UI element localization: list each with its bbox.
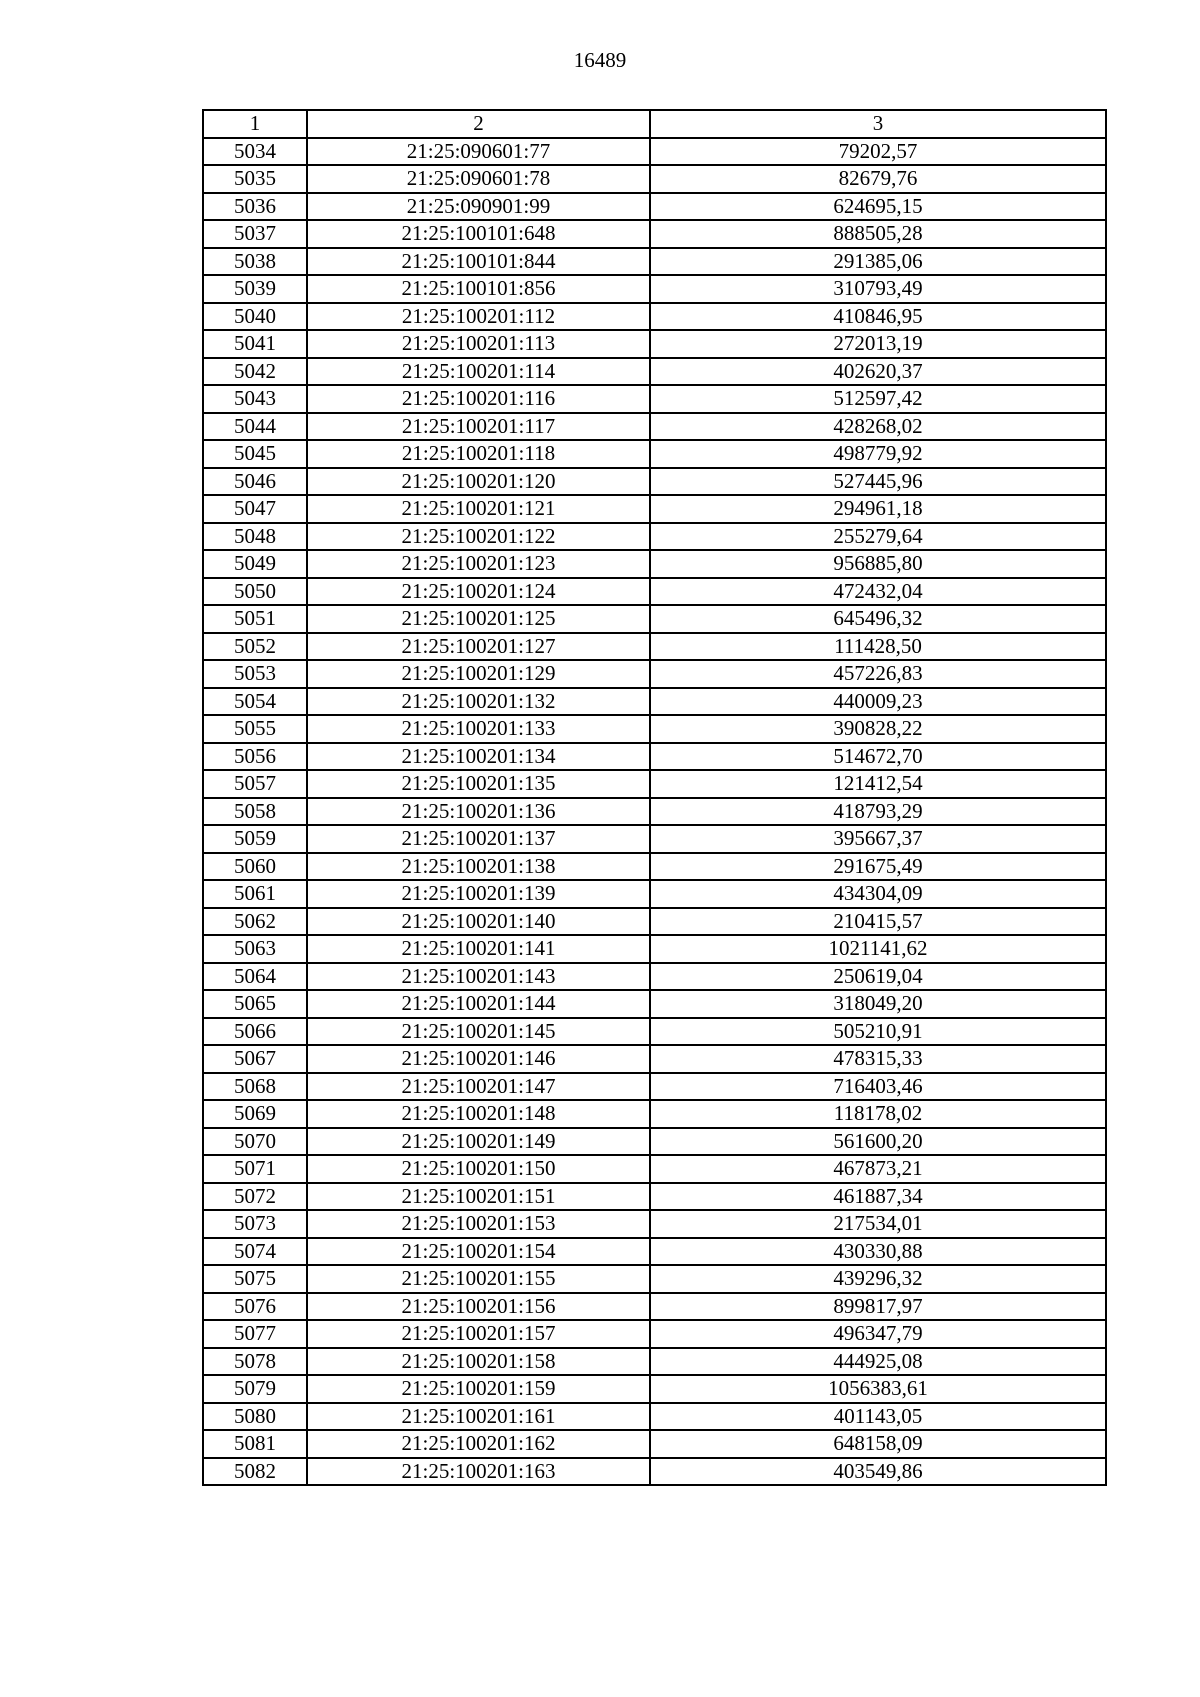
cadastral-number-cell: 21:25:100201:162 (307, 1430, 650, 1458)
table-row (203, 908, 1106, 936)
cadastral-number-cell: 21:25:100201:139 (307, 880, 650, 908)
value-cell: 624695,15 (650, 193, 1106, 221)
value-cell: 291675,49 (650, 853, 1106, 881)
table-row (203, 1293, 1106, 1321)
value-cell: 118178,02 (650, 1100, 1106, 1128)
cadastral-number-cell: 21:25:100201:122 (307, 523, 650, 551)
row-number-cell: 5054 (203, 688, 307, 716)
cadastral-number-cell: 21:25:100201:163 (307, 1458, 650, 1486)
row-number-cell: 5066 (203, 1018, 307, 1046)
row-number-cell: 5057 (203, 770, 307, 798)
table-row (203, 193, 1106, 221)
value-cell: 318049,20 (650, 990, 1106, 1018)
value-cell: 512597,42 (650, 385, 1106, 413)
table-row (203, 1348, 1106, 1376)
cadastral-number-cell: 21:25:100201:146 (307, 1045, 650, 1073)
value-cell: 648158,09 (650, 1430, 1106, 1458)
table-row (203, 1320, 1106, 1348)
value-cell: 1056383,61 (650, 1375, 1106, 1403)
value-cell: 467873,21 (650, 1155, 1106, 1183)
cadastral-number-cell: 21:25:100201:145 (307, 1018, 650, 1046)
value-cell: 472432,04 (650, 578, 1106, 606)
value-cell: 1021141,62 (650, 935, 1106, 963)
cadastral-number-cell: 21:25:100201:159 (307, 1375, 650, 1403)
table-row (203, 715, 1106, 743)
value-cell: 444925,08 (650, 1348, 1106, 1376)
table-row (203, 413, 1106, 441)
value-cell: 496347,79 (650, 1320, 1106, 1348)
row-number-cell: 5052 (203, 633, 307, 661)
value-cell: 457226,83 (650, 660, 1106, 688)
row-number-cell: 5035 (203, 165, 307, 193)
value-cell: 403549,86 (650, 1458, 1106, 1486)
table-row (203, 1375, 1106, 1403)
column-header-2: 2 (307, 110, 650, 138)
cadastral-number-cell: 21:25:100101:844 (307, 248, 650, 276)
value-cell: 410846,95 (650, 303, 1106, 331)
row-number-cell: 5056 (203, 743, 307, 771)
row-number-cell: 5073 (203, 1210, 307, 1238)
table-row (203, 468, 1106, 496)
cadastral-number-cell: 21:25:100201:136 (307, 798, 650, 826)
row-number-cell: 5039 (203, 275, 307, 303)
row-number-cell: 5045 (203, 440, 307, 468)
value-cell: 716403,46 (650, 1073, 1106, 1101)
row-number-cell: 5034 (203, 138, 307, 166)
cadastral-number-cell: 21:25:100201:157 (307, 1320, 650, 1348)
row-number-cell: 5043 (203, 385, 307, 413)
cadastral-number-cell: 21:25:100201:151 (307, 1183, 650, 1211)
table-row (203, 660, 1106, 688)
table-row (203, 825, 1106, 853)
table-row (203, 385, 1106, 413)
cadastral-number-cell: 21:25:100201:138 (307, 853, 650, 881)
cadastral-number-cell: 21:25:100201:140 (307, 908, 650, 936)
page-number: 16489 (573, 48, 627, 72)
table-row (203, 1018, 1106, 1046)
cadastral-number-cell: 21:25:090901:99 (307, 193, 650, 221)
table-row (203, 358, 1106, 386)
row-number-cell: 5040 (203, 303, 307, 331)
table-row (203, 688, 1106, 716)
row-number-cell: 5042 (203, 358, 307, 386)
row-number-cell: 5069 (203, 1100, 307, 1128)
row-number-cell: 5067 (203, 1045, 307, 1073)
row-number-cell: 5072 (203, 1183, 307, 1211)
value-cell: 899817,97 (650, 1293, 1106, 1321)
row-number-cell: 5053 (203, 660, 307, 688)
table-row (203, 1155, 1106, 1183)
cadastral-number-cell: 21:25:100201:112 (307, 303, 650, 331)
table-row (203, 1210, 1106, 1238)
data-table (202, 109, 1107, 1486)
cadastral-number-cell: 21:25:100201:121 (307, 495, 650, 523)
cadastral-number-cell: 21:25:100201:161 (307, 1403, 650, 1431)
row-number-cell: 5081 (203, 1430, 307, 1458)
table-row (203, 1183, 1106, 1211)
value-cell: 645496,32 (650, 605, 1106, 633)
row-number-cell: 5036 (203, 193, 307, 221)
cadastral-number-cell: 21:25:100201:137 (307, 825, 650, 853)
table-row (203, 1265, 1106, 1293)
table-row (203, 633, 1106, 661)
table-body (203, 138, 1106, 1486)
cadastral-number-cell: 21:25:100201:118 (307, 440, 650, 468)
cadastral-number-cell: 21:25:100201:125 (307, 605, 650, 633)
cadastral-number-cell: 21:25:090601:77 (307, 138, 650, 166)
row-number-cell: 5047 (203, 495, 307, 523)
value-cell: 418793,29 (650, 798, 1106, 826)
value-cell: 527445,96 (650, 468, 1106, 496)
row-number-cell: 5082 (203, 1458, 307, 1486)
row-number-cell: 5063 (203, 935, 307, 963)
value-cell: 498779,92 (650, 440, 1106, 468)
cadastral-number-cell: 21:25:100201:132 (307, 688, 650, 716)
table-row (203, 743, 1106, 771)
value-cell: 291385,06 (650, 248, 1106, 276)
row-number-cell: 5059 (203, 825, 307, 853)
row-number-cell: 5079 (203, 1375, 307, 1403)
value-cell: 395667,37 (650, 825, 1106, 853)
row-number-cell: 5075 (203, 1265, 307, 1293)
value-cell: 461887,34 (650, 1183, 1106, 1211)
cadastral-number-cell: 21:25:100201:135 (307, 770, 650, 798)
row-number-cell: 5076 (203, 1293, 307, 1321)
row-number-cell: 5055 (203, 715, 307, 743)
value-cell: 390828,22 (650, 715, 1106, 743)
table-row (203, 605, 1106, 633)
table-row (203, 1458, 1106, 1486)
cadastral-number-cell: 21:25:100201:148 (307, 1100, 650, 1128)
cadastral-number-cell: 21:25:100201:113 (307, 330, 650, 358)
value-cell: 956885,80 (650, 550, 1106, 578)
cadastral-number-cell: 21:25:100201:129 (307, 660, 650, 688)
table-row (203, 165, 1106, 193)
value-cell: 82679,76 (650, 165, 1106, 193)
table-row (203, 495, 1106, 523)
value-cell: 428268,02 (650, 413, 1106, 441)
column-header-3: 3 (650, 110, 1106, 138)
cadastral-number-cell: 21:25:100201:149 (307, 1128, 650, 1156)
value-cell: 434304,09 (650, 880, 1106, 908)
value-cell: 217534,01 (650, 1210, 1106, 1238)
cadastral-number-cell: 21:25:100201:143 (307, 963, 650, 991)
value-cell: 310793,49 (650, 275, 1106, 303)
table-row (203, 138, 1106, 166)
table-row (203, 853, 1106, 881)
table-row (203, 1403, 1106, 1431)
value-cell: 439296,32 (650, 1265, 1106, 1293)
row-number-cell: 5080 (203, 1403, 307, 1431)
row-number-cell: 5050 (203, 578, 307, 606)
cadastral-number-cell: 21:25:090601:78 (307, 165, 650, 193)
row-number-cell: 5049 (203, 550, 307, 578)
value-cell: 430330,88 (650, 1238, 1106, 1266)
row-number-cell: 5061 (203, 880, 307, 908)
cadastral-number-cell: 21:25:100101:648 (307, 220, 650, 248)
table-row (203, 440, 1106, 468)
cadastral-number-cell: 21:25:100201:127 (307, 633, 650, 661)
cadastral-number-cell: 21:25:100101:856 (307, 275, 650, 303)
row-number-cell: 5064 (203, 963, 307, 991)
value-cell: 250619,04 (650, 963, 1106, 991)
value-cell: 561600,20 (650, 1128, 1106, 1156)
row-number-cell: 5041 (203, 330, 307, 358)
value-cell: 440009,23 (650, 688, 1106, 716)
column-header-1: 1 (203, 110, 307, 138)
cadastral-number-cell: 21:25:100201:147 (307, 1073, 650, 1101)
cadastral-number-cell: 21:25:100201:120 (307, 468, 650, 496)
cadastral-number-cell: 21:25:100201:123 (307, 550, 650, 578)
table-row (203, 248, 1106, 276)
value-cell: 255279,64 (650, 523, 1106, 551)
row-number-cell: 5070 (203, 1128, 307, 1156)
row-number-cell: 5044 (203, 413, 307, 441)
cadastral-number-cell: 21:25:100201:158 (307, 1348, 650, 1376)
table-row (203, 1045, 1106, 1073)
cadastral-number-cell: 21:25:100201:153 (307, 1210, 650, 1238)
cadastral-number-cell: 21:25:100201:150 (307, 1155, 650, 1183)
cadastral-number-cell: 21:25:100201:117 (307, 413, 650, 441)
table-row (203, 1238, 1106, 1266)
value-cell: 505210,91 (650, 1018, 1106, 1046)
table-row (203, 275, 1106, 303)
row-number-cell: 5060 (203, 853, 307, 881)
row-number-cell: 5068 (203, 1073, 307, 1101)
table-row (203, 303, 1106, 331)
table-row (203, 550, 1106, 578)
value-cell: 272013,19 (650, 330, 1106, 358)
table-row (203, 1073, 1106, 1101)
cadastral-number-cell: 21:25:100201:134 (307, 743, 650, 771)
cadastral-number-cell: 21:25:100201:124 (307, 578, 650, 606)
table-row (203, 1100, 1106, 1128)
value-cell: 79202,57 (650, 138, 1106, 166)
table-row (203, 880, 1106, 908)
cadastral-number-cell: 21:25:100201:116 (307, 385, 650, 413)
table-row (203, 963, 1106, 991)
value-cell: 294961,18 (650, 495, 1106, 523)
row-number-cell: 5038 (203, 248, 307, 276)
table-row (203, 220, 1106, 248)
value-cell: 402620,37 (650, 358, 1106, 386)
row-number-cell: 5062 (203, 908, 307, 936)
table-header-row (203, 110, 1106, 138)
row-number-cell: 5058 (203, 798, 307, 826)
table-row (203, 330, 1106, 358)
value-cell: 514672,70 (650, 743, 1106, 771)
table-row (203, 1430, 1106, 1458)
table-row (203, 990, 1106, 1018)
cadastral-number-cell: 21:25:100201:141 (307, 935, 650, 963)
value-cell: 888505,28 (650, 220, 1106, 248)
row-number-cell: 5051 (203, 605, 307, 633)
row-number-cell: 5077 (203, 1320, 307, 1348)
cadastral-number-cell: 21:25:100201:154 (307, 1238, 650, 1266)
row-number-cell: 5071 (203, 1155, 307, 1183)
row-number-cell: 5037 (203, 220, 307, 248)
cadastral-number-cell: 21:25:100201:144 (307, 990, 650, 1018)
row-number-cell: 5065 (203, 990, 307, 1018)
table-row (203, 798, 1106, 826)
table-row (203, 1128, 1106, 1156)
value-cell: 210415,57 (650, 908, 1106, 936)
value-cell: 111428,50 (650, 633, 1106, 661)
row-number-cell: 5048 (203, 523, 307, 551)
cadastral-number-cell: 21:25:100201:155 (307, 1265, 650, 1293)
row-number-cell: 5046 (203, 468, 307, 496)
value-cell: 121412,54 (650, 770, 1106, 798)
cadastral-number-cell: 21:25:100201:133 (307, 715, 650, 743)
table-row (203, 578, 1106, 606)
table-row (203, 935, 1106, 963)
table-row (203, 523, 1106, 551)
row-number-cell: 5078 (203, 1348, 307, 1376)
value-cell: 401143,05 (650, 1403, 1106, 1431)
table-row (203, 770, 1106, 798)
cadastral-number-cell: 21:25:100201:114 (307, 358, 650, 386)
row-number-cell: 5074 (203, 1238, 307, 1266)
cadastral-number-cell: 21:25:100201:156 (307, 1293, 650, 1321)
value-cell: 478315,33 (650, 1045, 1106, 1073)
